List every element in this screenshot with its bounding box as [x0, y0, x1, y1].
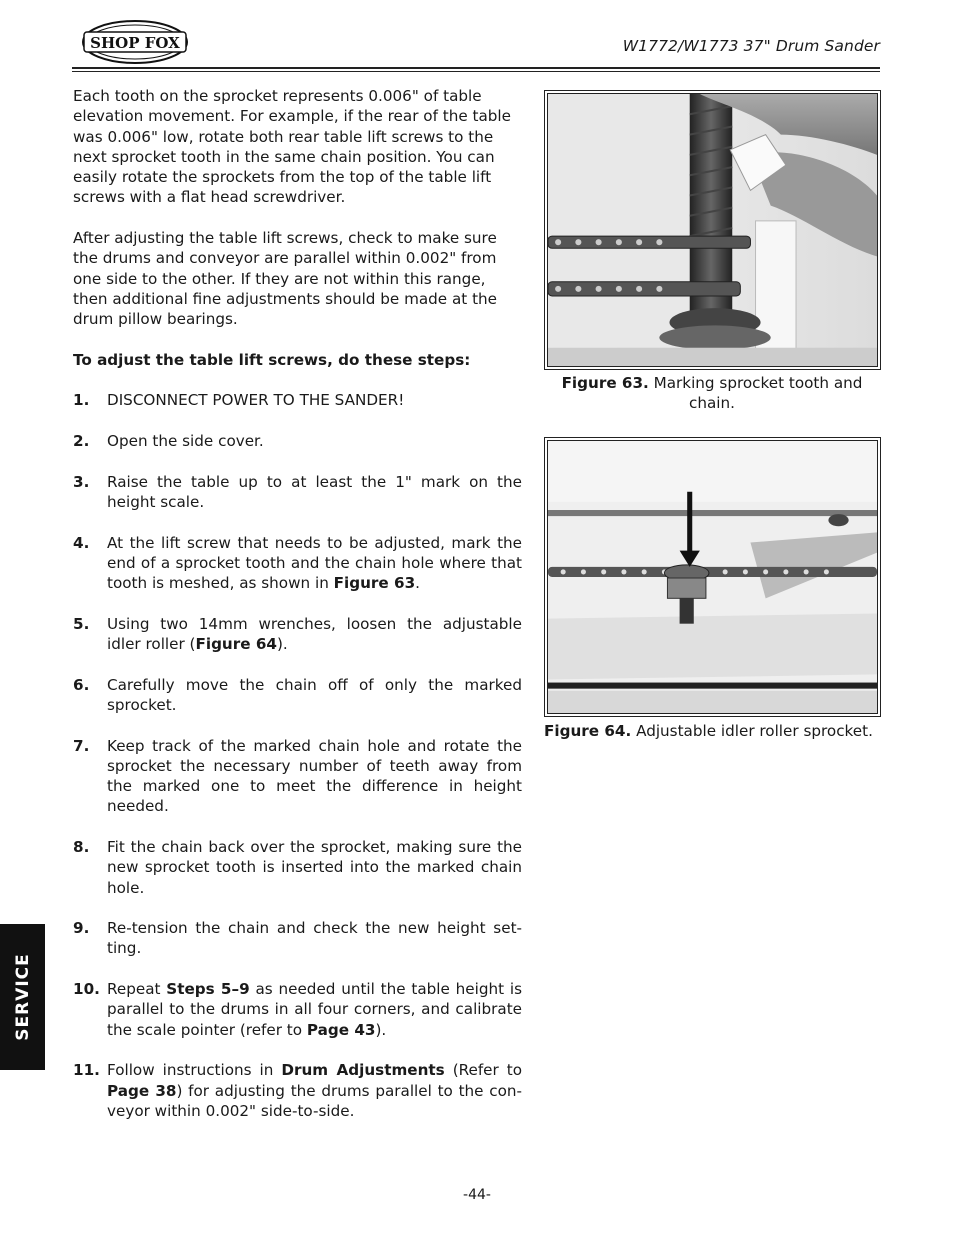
header-rule: [72, 67, 880, 69]
step-7: [73, 736, 522, 817]
section-tab-label: SERVICE: [12, 953, 33, 1041]
step-2: [73, 431, 522, 451]
header-rule-thin: [72, 71, 880, 72]
step-number: 8.: [73, 837, 90, 856]
drum-adjustments-reference[interactable]: Drum Adjustments: [281, 1061, 445, 1080]
main-text-column: [73, 86, 522, 1121]
step-number: 5.: [73, 614, 90, 633]
page-number: -44-: [463, 1187, 491, 1203]
step-text: Open the side cover.: [107, 432, 264, 451]
step-11: [73, 1060, 522, 1121]
step-number: 6.: [73, 675, 90, 694]
step-number: 4.: [73, 533, 90, 552]
step-text: Using two 14mm wrenches, loosen the adjustable idler roller (Figure 64).: [107, 614, 522, 654]
logo-text: SHOP FOX: [90, 34, 180, 52]
figure-64-caption: Figure 64. Adjustable idler roller sprocket.: [544, 722, 873, 740]
step-text: Repeat Steps 5–9 as needed until the table height is parallel to the drums in all four corners, and calibrate the scale pointer (refer to Page 43).: [107, 980, 522, 1039]
step-text: At the lift screw that needs to be adjusted, mark the end of a sprocket tooth and the chain hole where that tooth is meshed, as shown in Figure 63.: [107, 533, 522, 593]
document-model-title: W1772/W1773 37" Drum Sander: [622, 37, 880, 55]
figure-63-photo: [547, 93, 878, 367]
step-number: 10.: [73, 980, 100, 999]
figure-64-photo: [547, 440, 878, 714]
step-10: [73, 979, 522, 1040]
section-tab-service: [0, 924, 45, 1070]
steps-reference[interactable]: Steps 5–9: [166, 980, 250, 999]
paragraph-sprocket-tooth: Each tooth on the sprocket represents 0.006" of table elevation movement. For example, if the rear of the table was 0.006" low, rotate both rear table lift screws to the next sprocket tooth in the same chain position. You can easily rotate the sprockets from the top of the table lift screws with a flat head screwdriver.: [73, 87, 511, 207]
figure-64: [544, 437, 881, 717]
figure-63-caption: Figure 63. Marking sprocket tooth and chain.: [561, 374, 863, 413]
page-43-reference[interactable]: Page 43: [306, 1020, 376, 1039]
figure-63: [544, 90, 881, 370]
step-5: [73, 614, 522, 655]
paragraph-after-adjusting: After adjusting the table lift screws, check to make sure the drums and conveyor are parallel within 0.002" from one side to the other. If they are not within this range, then additional fine adjustments should be made at the drum pillow bearings.: [73, 229, 497, 329]
step-number: 1.: [73, 391, 90, 410]
step-6: [73, 675, 522, 716]
step-4: [73, 533, 522, 594]
step-1: [73, 390, 522, 410]
step-text: Raise the table up to at least the 1" mark on the height scale.: [107, 472, 522, 511]
step-text: Carefully move the chain off of only the marked sprocket.: [107, 675, 522, 714]
figure-64-reference[interactable]: Figure 64: [195, 635, 277, 654]
step-text: Keep track of the marked chain hole and rotate the sprocket the necessary number of teeth away from the marked one to meet the difference in height needed.: [107, 736, 522, 816]
steps-heading: To adjust the table lift screws, do these steps:: [73, 350, 471, 369]
step-text: Fit the chain back over the sprocket, making sure the new sprocket tooth is inserted into the marked chain hole.: [107, 837, 522, 897]
step-8: [73, 837, 522, 898]
figure-63-reference[interactable]: Figure 63: [333, 574, 416, 593]
step-text: Follow instructions in Drum Adjustments (Refer to Page 38) for adjusting the drums parallel to the con-veyor within 0.002" side-to-side.: [107, 1061, 522, 1120]
step-number: 7.: [73, 736, 90, 755]
step-text: DISCONNECT POWER TO THE SANDER!: [107, 391, 405, 410]
step-number: 11.: [73, 1061, 100, 1080]
step-text: Re-tension the chain and check the new height set-ting.: [107, 919, 522, 958]
step-number: 3.: [73, 472, 90, 491]
step-9: [73, 918, 522, 959]
step-3: [73, 472, 522, 513]
step-number: 9.: [73, 919, 90, 938]
step-number: 2.: [73, 432, 90, 451]
shop-fox-logo: [80, 18, 190, 66]
page-38-reference[interactable]: Page 38: [107, 1081, 177, 1100]
